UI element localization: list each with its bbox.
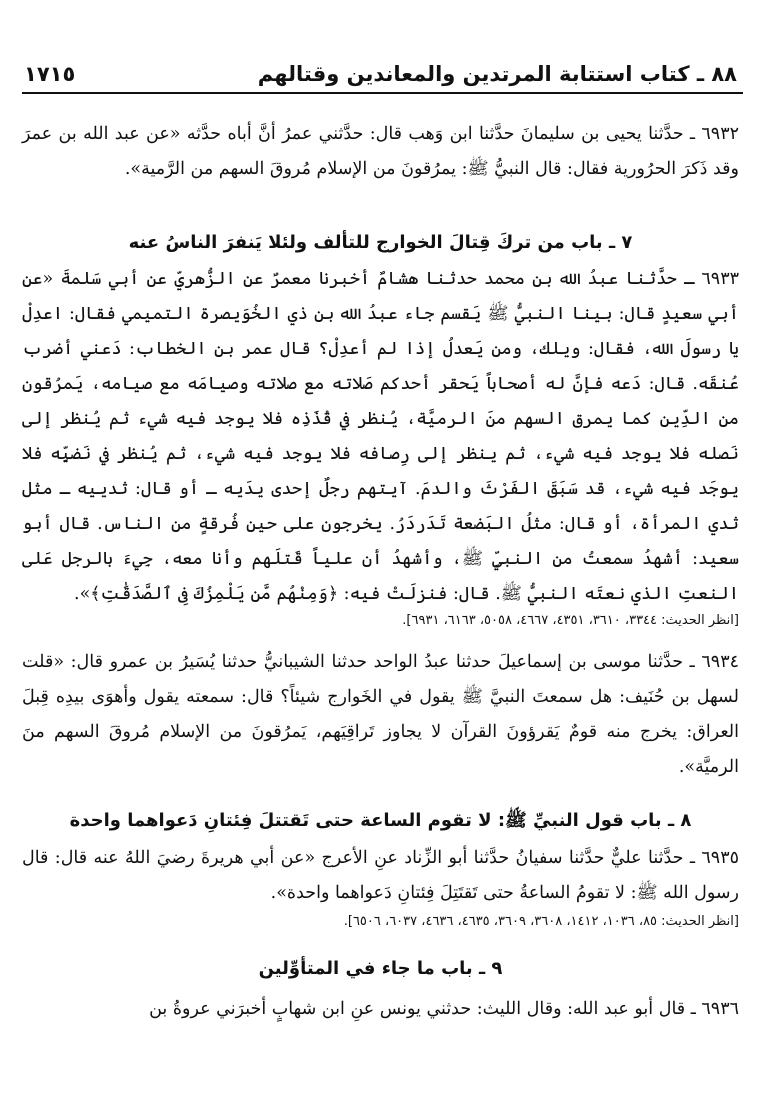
hadith-6932: ٦٩٣٢ ـ حدَّثنا يحيى بن سليمانَ حدَّثنا ابن وَهب قال: حدَّثني عمرُ أنَّ أباه حدَّثه «عن عبد الله بن عمرَ وقد ذَكرَ الحرُورية فقال: قال النبيُّ ﷺ: يمرُقونَ من الإسلام مُروقَ السهم من الرَّمية». <box>22 124 739 179</box>
hadith-6933: ٦٩٣٣ ـ حدَّثنا عبدُ الله بن محمد حدثنا هشامٌ أخبرنا معمرٌ عن الزُّهريِّ عن أبي سَلمةَ «عن أبي سعيدٍ قال: بينا النبيُّ ﷺ يَقسم جاء عبدُ الله بن ذي الخُوَيصرة التميمي فقال: اعدِلْ يا رسولَ الله، فقال: ويلك، ومن يَعدلُ إذا لم أعدِلْ؟ قال عمر بن الخطاب: دَعني أضرب عُنقَه. قال: دَعه فإنَّ له أصحاباً يَحقر أحدكم صَلاته مع صلاته وصيامَه مع صيامه، يَمرُقون من الدِّين كما يمرق السهم منَ الرميَّة، يُنظر في قُذَذِه فلا يوجد فيه شيء ثم يُنظر إلى نَصله فلا يوجد فيه شيء، ثم ينظر إلى رِصافه فلا يوجد فيه شيء، ثم يُنظر في نَضيِّه فلا يوجَد فيه شيء، قد سَبَقَ الفَرْثَ والدمَ. آيتهم رجلٌ إحدى يدَيه ـ أو قال: ثدييه ـ مثل ثدي المرأة، أو قال: مثلُ البَضعة تَدَردَرُ. يخرجون على حين فُرقةٍ من الناس. قال أبو سعيد: أشهدُ سمعتُ من النبيِّ ﷺ، وأشهدُ أن علياً قَتلَهم وأنا معه، جِيءَ بالرجل عَلى النعتِ الذي نعتَه النبيُّ ﷺ. قال: فنزلَتْ فيه: ﴿وَمِنْهُم مَّن يَلْمِزُكَ فِى ٱلصَّدَقَٰتِ﴾». <box>22 269 739 604</box>
chapter-heading-8: ٨ ـ باب قول النبيِّ ﷺ: لا تقوم الساعة حتى تَقتتلَ فِئتانِ دَعواهما واحدة <box>69 810 692 831</box>
hadith-reference-6935: [انظر الحديث: ٨٥، ١٠٣٦، ١٤١٢، ٣٦٠٨، ٣٦٠٩، ٤٦٣٥، ٤٦٣٦، ٦٠٣٧، ٦٥٠٦]. <box>343 914 739 929</box>
page-number: ١٧١٥ <box>24 62 76 86</box>
hadith-6935: ٦٩٣٥ ـ حدَّثنا عليٌّ حدَّثنا سفيانُ حدَّثنا أبو الزِّناد عنِ الأعرج «عن أبي هريرةَ رضيَ اللهُ عنه قال: قال رسول الله ﷺ: لا تقومُ الساعةُ حتى تَقتَتِلَ فِئتانِ دَعواهما واحدة». <box>22 848 739 903</box>
running-header <box>22 58 743 94</box>
chapter-heading-9: ٩ ـ باب ما جاء في المتأوِّلين <box>258 958 503 979</box>
hadith-reference-6933: [انظر الحديث: ٣٣٤٤، ٣٦١٠، ٤٣٥١، ٤٦٦٧، ٥٠٥٨، ٦١٦٣، ٦٩٣١]. <box>402 613 739 628</box>
book-chapter-title: ٨٨ ـ كتاب استتابة المرتدين والمعاندين وقتالهم <box>257 62 737 86</box>
hadith-6936: ٦٩٣٦ ـ قال أبو عبد الله: وقال الليث: حدثني يونس عنِ ابن شهابٍ أخبرَني عروةُ بن <box>149 999 739 1019</box>
chapter-heading-7: ٧ ـ باب من تركَ قِتالَ الخوارج للتألف ولئلا يَنفرَ الناسُ عنه <box>128 232 633 253</box>
hadith-6934: ٦٩٣٤ ـ حدَّثنا موسى بن إسماعيلَ حدثنا عبدُ الواحد حدثنا الشيبانيُّ حدثنا يُسَيرُ بن عمرو قال: «قلت لسهل بن حُنَيف: هل سمعتَ النبيَّ ﷺ يقول في الخَوارج شيئاً؟ قال: سمعته يقول وأهوَى بيدِه قِبلَ العراق: يخرج منه قومٌ يَقرؤونَ القرآن لا يجاوز تَراقِيَهم، يَمرُقونَ من الإسلام مُروقَ السهم منَ الرميَّة». <box>22 652 739 777</box>
